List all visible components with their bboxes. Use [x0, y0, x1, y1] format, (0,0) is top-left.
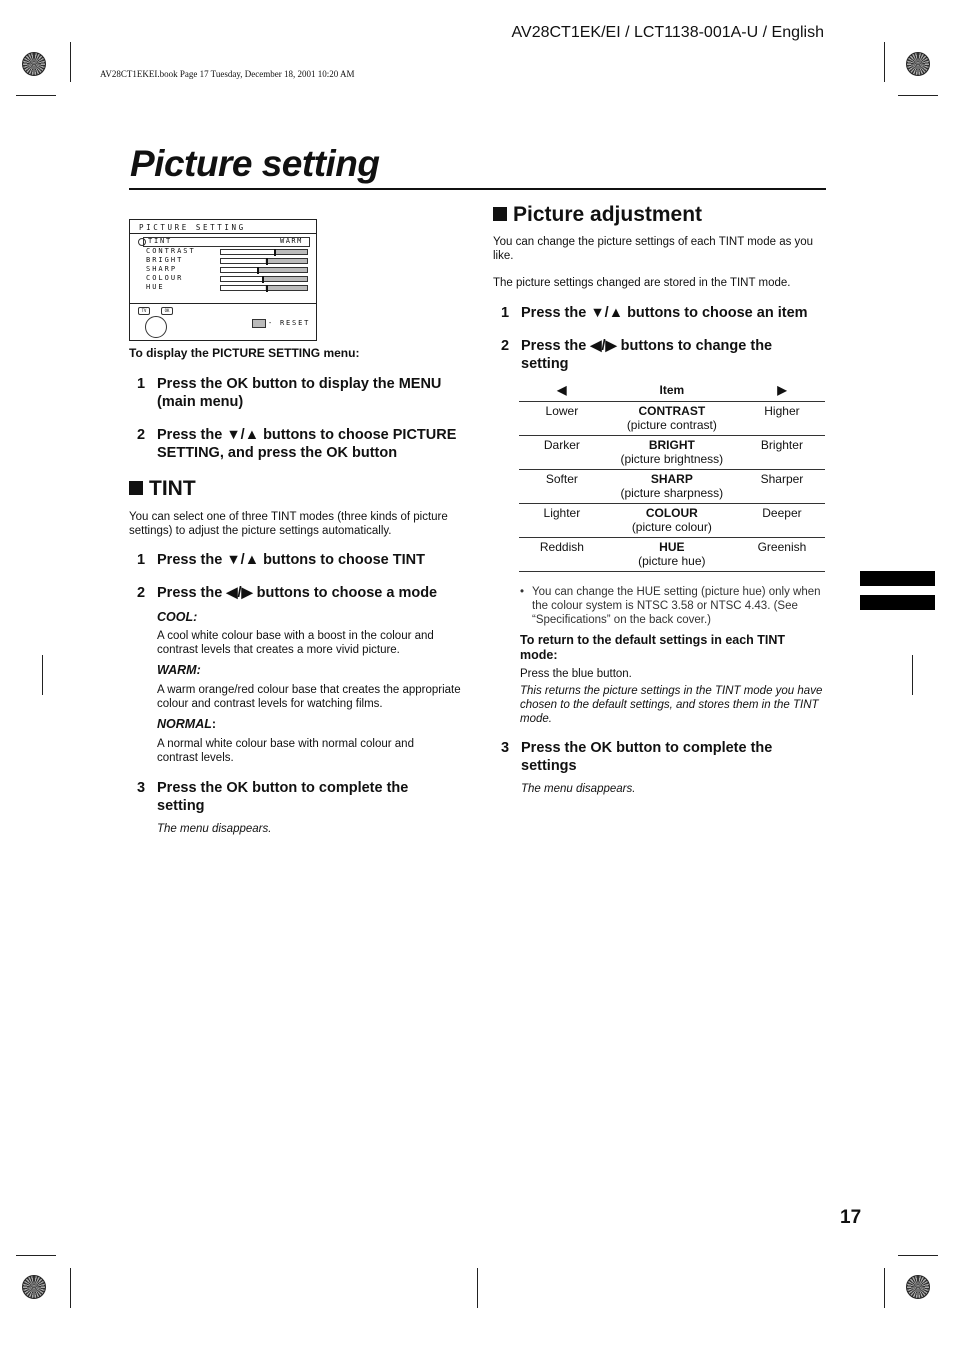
page-title: Picture setting — [130, 143, 380, 184]
osd-title: PICTURE SETTING — [139, 223, 246, 232]
osd-level-marker — [274, 249, 276, 256]
default-settings-text: Press the blue button. — [520, 668, 632, 680]
adjustment-table — [519, 381, 825, 572]
table-header-item: Item — [605, 381, 739, 402]
default-settings-note: This returns the picture settings in the TINT mode you have chosen to the default settings, and stores them in the TINT mode. — [520, 685, 823, 725]
adjust-step-2: 2 Press the ◀/▶ buttons to change the setting — [501, 338, 773, 372]
table-cell-item: COLOUR (picture colour) — [605, 504, 739, 538]
crop-line — [912, 655, 913, 695]
crop-line — [884, 42, 885, 82]
table-header-left: ◀ — [519, 381, 605, 402]
table-cell-right: Greenish — [739, 538, 825, 572]
tint-step-3-note: The menu disappears. — [157, 823, 272, 835]
table-cell-left: Reddish — [519, 538, 605, 572]
osd-divider — [130, 233, 316, 234]
osd-reset-label: - RESET — [268, 319, 311, 327]
table-cell-item: SHARP (picture sharpness) — [605, 470, 739, 504]
registration-star-bottom-right — [906, 1275, 930, 1299]
tint-step-2: 2 Press the ◀/▶ buttons to choose a mode — [137, 585, 438, 601]
adjust-step-3-note: The menu disappears. — [521, 783, 636, 795]
mode-normal-label: NORMAL: — [157, 717, 217, 731]
document-header: AV28CT1EK/EI / LCT1138-001A-U / English — [511, 24, 824, 41]
table-cell-left: Darker — [519, 436, 605, 470]
tint-step-3: 3 Press the OK button to complete the setting — [137, 780, 409, 814]
table-cell-left: Lower — [519, 402, 605, 436]
registration-star-top-left — [22, 52, 46, 76]
osd-key-ok: OK — [161, 307, 173, 315]
adjustment-intro-1: You can change the picture settings of each TINT mode as you like. — [493, 236, 814, 262]
step-1-display-menu: 1 Press the OK button to display the MENU (main menu) — [137, 376, 442, 410]
mode-cool-label: COOL: — [157, 610, 198, 624]
table-row — [519, 470, 825, 504]
crop-line — [16, 1255, 56, 1256]
registration-star-bottom-left — [22, 1275, 46, 1299]
registration-star-top-right — [906, 52, 930, 76]
osd-level-bar — [220, 267, 308, 273]
picture-setting-osd — [129, 219, 317, 341]
osd-level-marker — [266, 258, 268, 265]
crop-line — [16, 95, 56, 96]
osd-key-tv: TV — [138, 307, 150, 315]
title-rule — [129, 188, 826, 190]
table-cell-item: CONTRAST (picture contrast) — [605, 402, 739, 436]
adjust-step-1: 1 Press the ▼/▲ buttons to choose an item — [501, 305, 808, 321]
table-cell-right: Sharper — [739, 470, 825, 504]
osd-level-bar — [220, 258, 308, 264]
mode-normal-desc: A normal white colour base with normal colour and contrast levels. — [157, 738, 414, 764]
table-cell-item: BRIGHT (picture brightness) — [605, 436, 739, 470]
crop-line — [884, 1268, 885, 1308]
table-header-row — [519, 381, 825, 402]
table-header-right: ▶ — [739, 381, 825, 402]
osd-item-label: BRIGHT — [146, 256, 184, 264]
table-cell-left: Softer — [519, 470, 605, 504]
crop-line — [477, 1268, 478, 1308]
table-row — [519, 538, 825, 572]
hue-note: • You can change the HUE setting (picture hue) only when the colour system is NTSC 3.58 or NTSC 4.43. (See “Specifications” on the back cover.) — [520, 586, 821, 626]
osd-item-label: HUE — [146, 283, 165, 291]
mode-warm-label: WARM: — [157, 663, 201, 677]
page-number: 17 — [840, 1207, 862, 1228]
mode-cool-desc: A cool white colour base with a boost in the colour and contrast levels that creates a more vivid picture. — [157, 630, 434, 656]
osd-blue-swatch — [252, 319, 266, 328]
default-settings-heading: To return to the default settings in each TINT mode: — [520, 633, 786, 662]
osd-dpad-icon — [145, 316, 167, 338]
osd-tint-value: WARM — [280, 237, 303, 245]
table-row — [519, 436, 825, 470]
osd-level-bar — [220, 249, 308, 255]
osd-level-marker — [257, 267, 259, 274]
square-bullet-icon — [129, 481, 143, 495]
section-tab-marker — [860, 571, 935, 586]
table-row — [519, 504, 825, 538]
crop-line — [898, 1255, 938, 1256]
tint-step-1: 1 Press the ▼/▲ buttons to choose TINT — [137, 552, 425, 568]
adjust-step-3: 3 Press the OK button to complete the settings — [501, 740, 773, 774]
osd-tint-label: TINT — [148, 237, 173, 245]
section-tab-marker — [860, 595, 935, 610]
bullet-icon: • — [520, 586, 525, 598]
crop-line — [42, 655, 43, 695]
table-cell-right: Brighter — [739, 436, 825, 470]
osd-divider — [130, 303, 316, 304]
square-bullet-icon — [493, 207, 507, 221]
osd-level-marker — [266, 285, 268, 292]
osd-caption: To display the PICTURE SETTING menu: — [129, 346, 360, 360]
tint-intro: You can select one of three TINT modes (three kinds of picture settings) to adjust the picture settings automatically. — [129, 511, 448, 537]
osd-level-bar — [220, 276, 308, 282]
crop-line — [70, 1268, 71, 1308]
mode-warm-desc: A warm orange/red colour base that creates the appropriate colour and contrast levels for watching films. — [157, 684, 461, 710]
table-cell-right: Higher — [739, 402, 825, 436]
osd-item-label: COLOUR — [146, 274, 184, 282]
table-cell-item: HUE (picture hue) — [605, 538, 739, 572]
osd-level-marker — [262, 276, 264, 283]
osd-item-label: SHARP — [146, 265, 178, 273]
tint-heading: TINT — [129, 477, 196, 501]
table-cell-left: Lighter — [519, 504, 605, 538]
crop-line — [70, 42, 71, 82]
osd-item-label: CONTRAST — [146, 247, 196, 255]
osd-level-bar — [220, 285, 308, 291]
crop-line — [898, 95, 938, 96]
picture-adjustment-heading: Picture adjustment — [493, 203, 702, 227]
book-line: AV28CT1EKEI.book Page 17 Tuesday, December 18, 2001 10:20 AM — [100, 69, 355, 79]
table-cell-right: Deeper — [739, 504, 825, 538]
adjustment-intro-2: The picture settings changed are stored in the TINT mode. — [493, 277, 791, 289]
step-2-choose-picture-setting: 2 Press the ▼/▲ buttons to choose PICTURE SETTING, and press the OK button — [137, 427, 457, 461]
table-row — [519, 402, 825, 436]
